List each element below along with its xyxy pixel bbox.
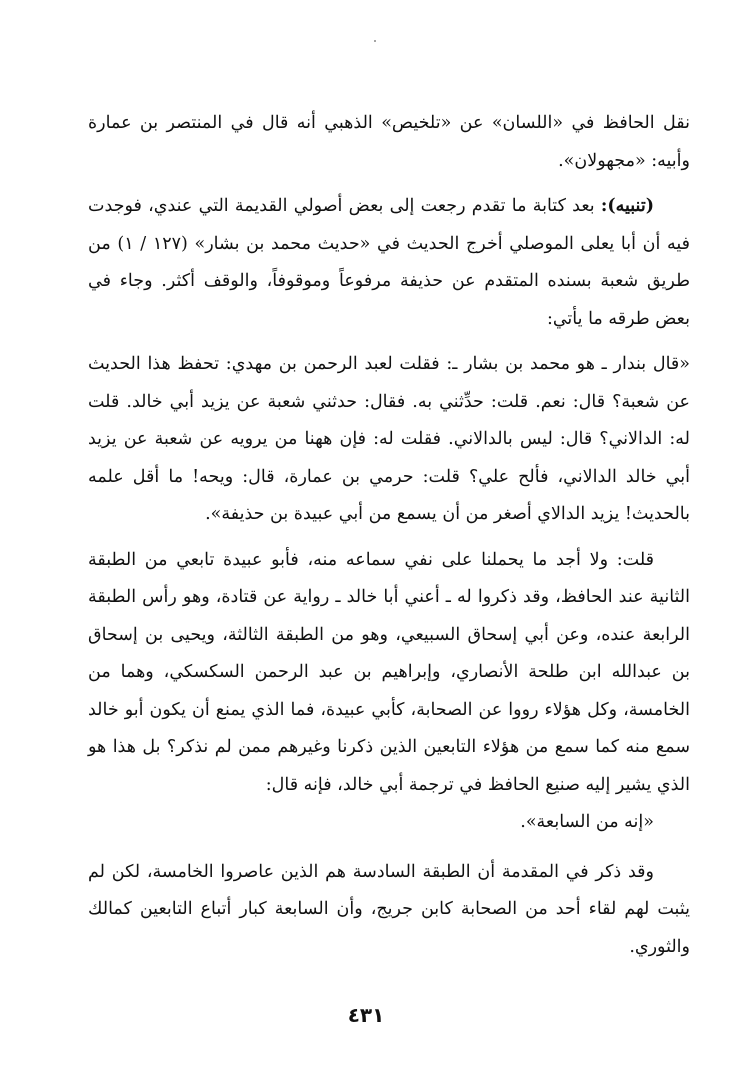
paragraph-author-comment [88,542,690,805]
paragraph-text: قلت: ولا أجد ما يحملنا على نفي سماعه منه، فأبو عبيدة تابعي من الطبقة الثانية عند الحافظ، وقد ذكروا له ـ أعني أبا خالد ـ رواية عن قتادة، وهو رأس الطبقة الرابعة عنده، وعن أبي إسحاق السبيعي، وهو من الطبقة الثالثة، ويحيى بن إسحاق بن عبدالله ابن طلحة الأنصاري، وإبراهيم بن عبد الرحمن السكسكي، وهما من الخامسة، وكل هؤلاء رووا عن الصحابة، كأبي عبيدة، فما الذي يمنع أن يكون أبو خالد سمع منه كما سمع من هؤلاء التابعين الذين ذكرنا وغيرهم ممن لم نذكر؟ بل هذا هو الذي يشير إليه صنيع الحافظ في ترجمة أبي خالد، فإنه قال: [88,549,690,795]
paragraph-text: «إنه من السابعة». [520,812,654,832]
paragraph-seventh-quote [88,804,690,842]
scan-dot [374,40,376,42]
paragraph-text: وقد ذكر في المقدمة أن الطبقة السادسة هم الذين عاصروا الخامسة، لكن لم يثبت لهم لقاء أحد من الصحابة كابن جريج، وأن السابعة كبار أتباع التابعين كمالك والثوري. [88,861,690,957]
tanbih-label: (تنبيه): [600,196,654,216]
paragraph-muqaddima [88,854,690,967]
paragraph-bundar-quote [88,346,690,534]
page-number: ٤٣١ [347,1003,385,1027]
page-body [88,105,690,966]
paragraph-tanbih [88,188,690,338]
paragraph-text: بعد كتابة ما تقدم رجعت إلى بعض أصولي القديمة التي عندي، فوجدت فيه أن أبا يعلى الموصلي أخرج الحديث في «حديث محمد بن بشار» (١٢٧ / ١) من طريق شعبة بسنده المتقدم عن حذيفة مرفوعاً وموقوفاً، والوقف أكثر. وجاء في بعض طرقه ما يأتي: [88,196,691,329]
paragraph-text: «قال بندار ـ هو محمد بن بشار ـ: فقلت لعبد الرحمن بن مهدي: تحفظ هذا الحديث عن شعبة؟ قال: نعم. قلت: حدِّثني به. فقال: حدثني شعبة عن يزيد أبي خالد. قلت له: الدالاني؟ قال: ليس بالدالاني. فقلت له: فإن ههنا من يرويه عن شعبة عن يزيد أبي خالد الدالاني، فألح علي؟ قلت: حرمي بن عمارة، قال: ويحه! ما أقل علمه بالحديث! يزيد الدالاي أصغر من أن يسمع من أبي عبيدة بن حذيفة». [88,354,690,524]
paragraph-text: نقل الحافظ في «اللسان» عن «تلخيص» الذهبي أنه قال في المنتصر بن عمارة وأبيه: «مجهولان». [88,113,690,171]
paragraph-lisan-quote [88,105,690,180]
